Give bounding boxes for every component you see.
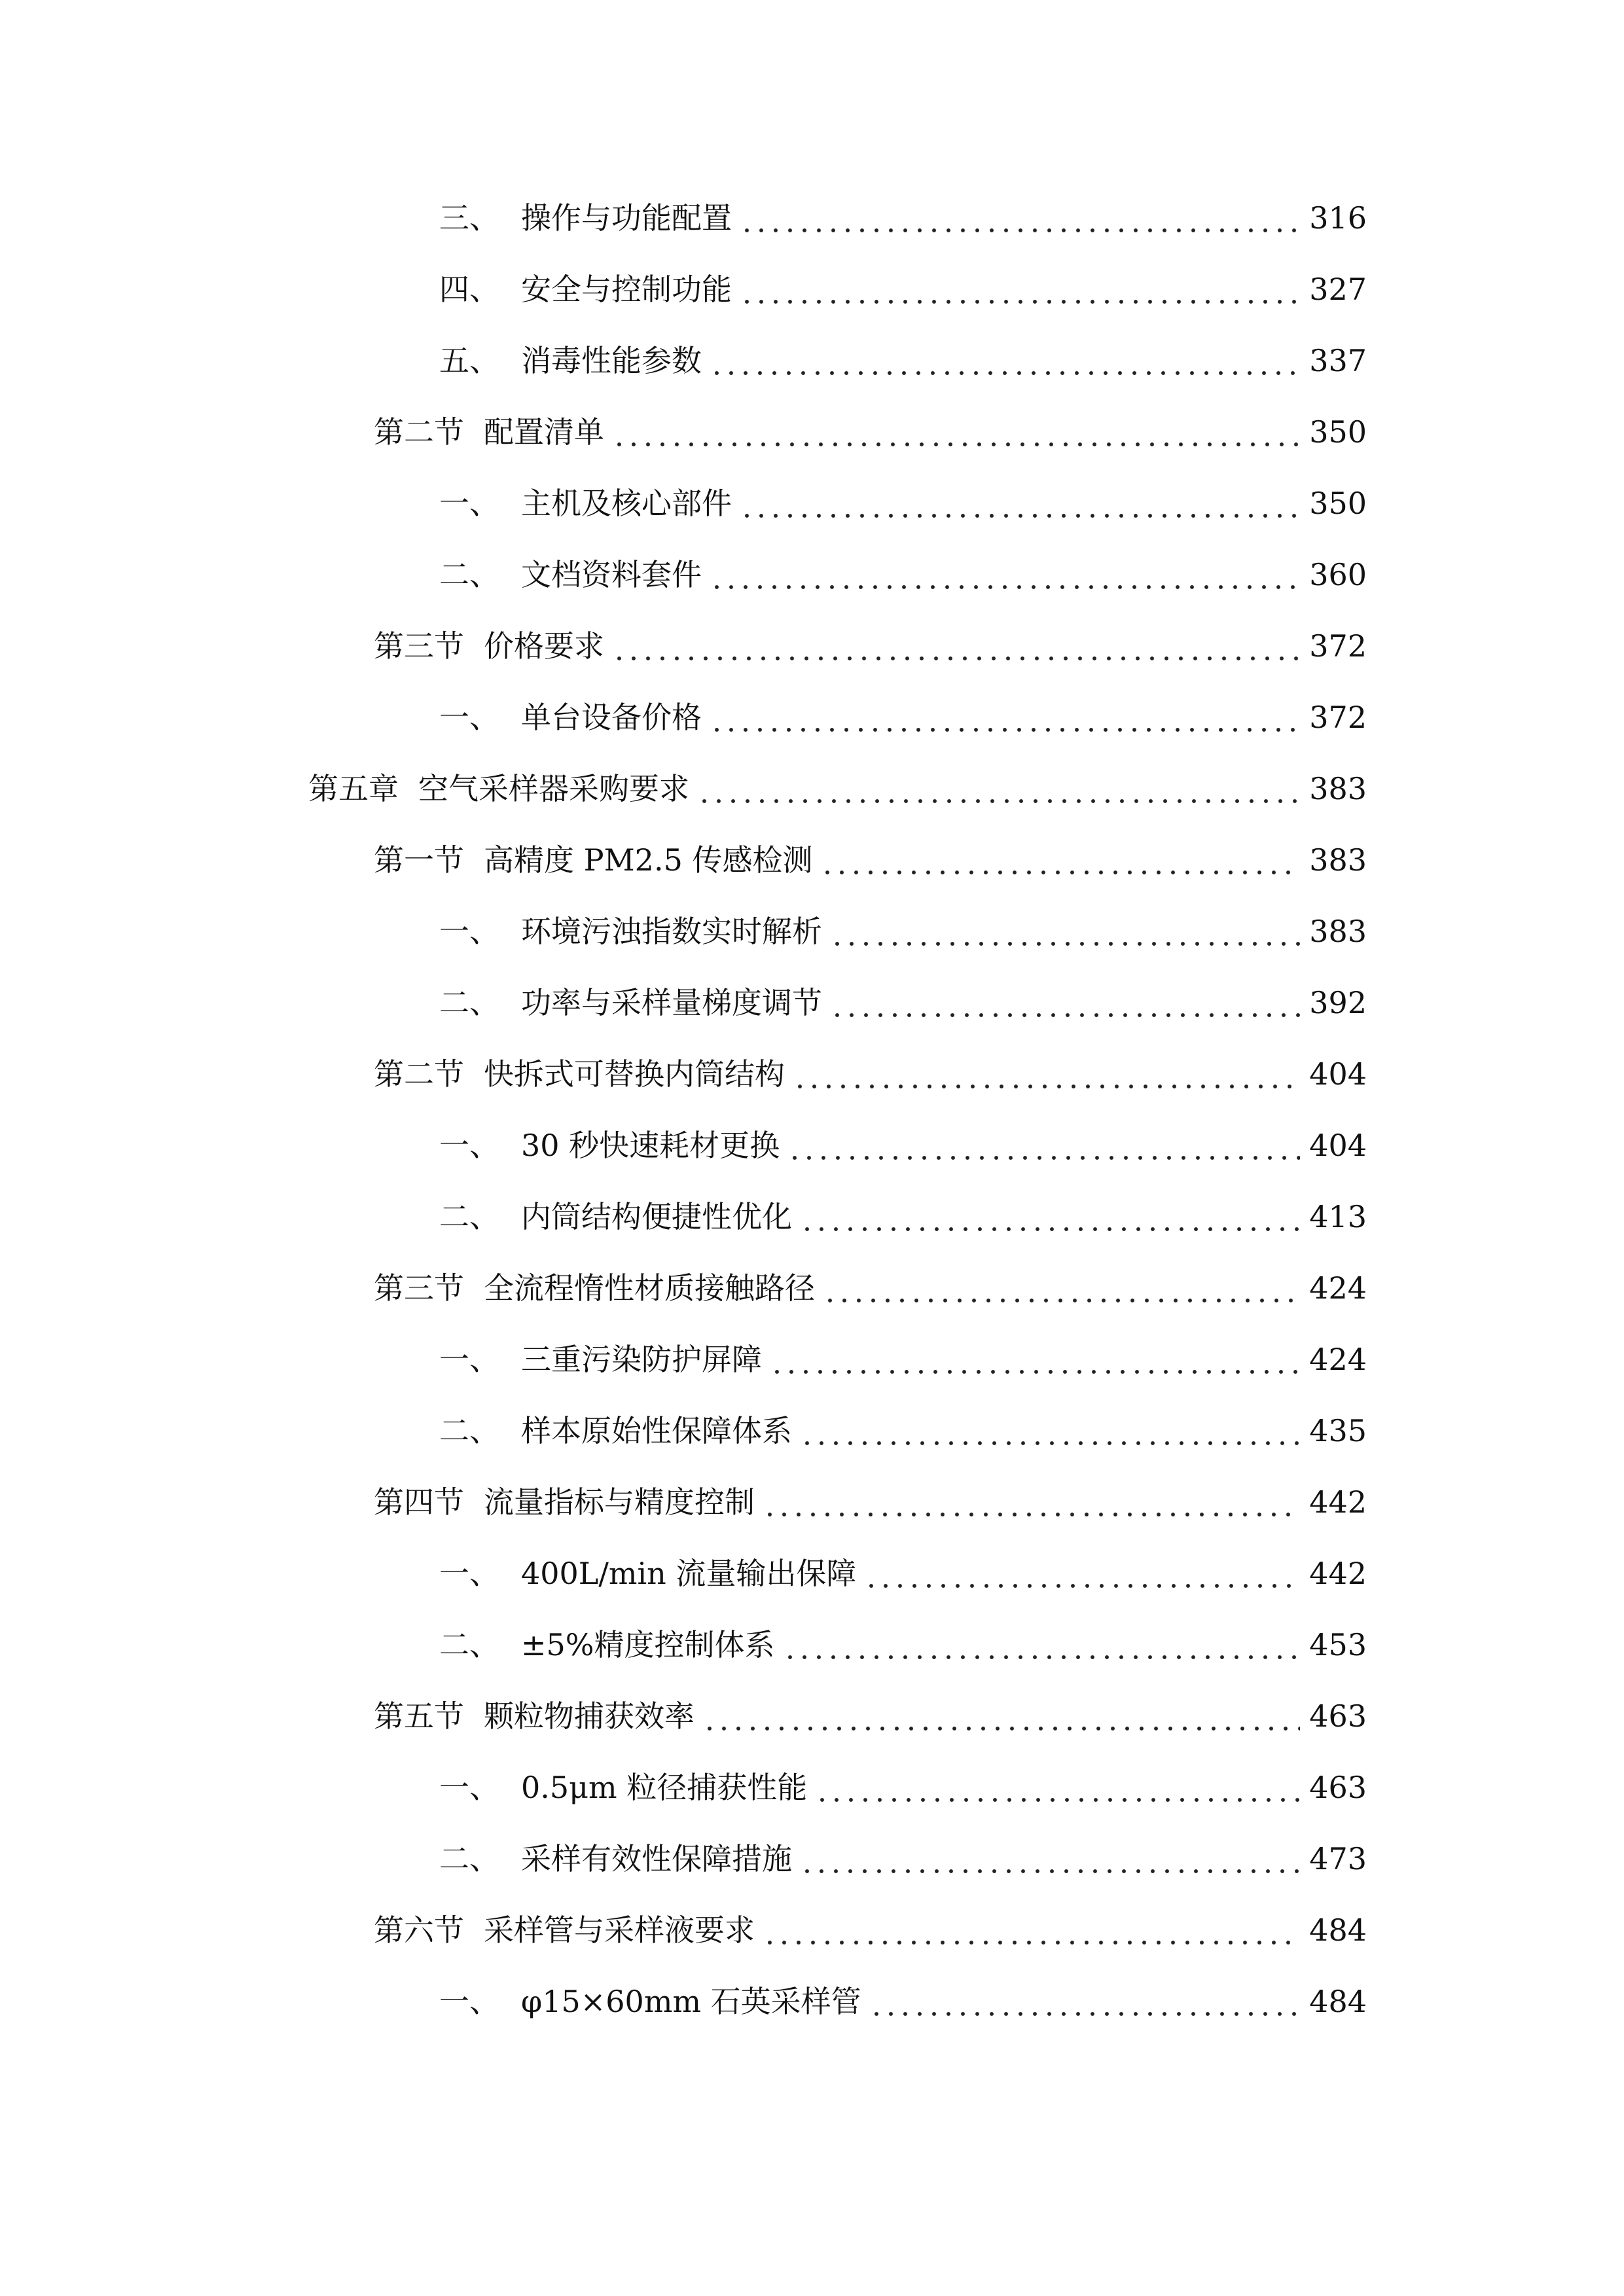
toc-entry-title: φ15×60mm 石英采样管 xyxy=(521,1984,861,2019)
toc-entry-page: 383 xyxy=(1309,771,1367,806)
toc-entry-title: 快拆式可替换内筒结构 xyxy=(484,1056,785,1092)
toc-entry[interactable] xyxy=(439,1119,1367,1172)
toc-entry-number: 第三节 xyxy=(374,628,464,664)
toc-entry-title: 颗粒物捕获效率 xyxy=(484,1698,695,1734)
toc-entry-page: 383 xyxy=(1309,842,1367,878)
toc-entry-number: 一、 xyxy=(439,1984,499,2019)
toc-entry-title: 主机及核心部件 xyxy=(521,486,732,521)
toc-entry-page: 383 xyxy=(1309,914,1367,949)
toc-entry[interactable] xyxy=(439,1761,1367,1814)
toc-entry-number: 一、 xyxy=(439,1556,499,1591)
toc-entry-page: 424 xyxy=(1309,1270,1367,1306)
toc-entry-page: 404 xyxy=(1309,1128,1367,1163)
toc-entry-title: 安全与控制功能 xyxy=(521,272,732,307)
toc-entry-page: 435 xyxy=(1309,1413,1367,1448)
toc-entry-title: 高精度 PM2.5 传感检测 xyxy=(484,842,813,878)
dot-leader xyxy=(770,1333,1300,1386)
toc-entry-title: 环境污浊指数实时解析 xyxy=(521,914,822,949)
toc-entry-number: 二、 xyxy=(439,1627,499,1662)
dot-leader xyxy=(783,1619,1301,1671)
dot-leader xyxy=(740,477,1300,529)
toc-entry-page: 453 xyxy=(1309,1627,1367,1662)
dot-leader xyxy=(710,334,1300,387)
dot-leader xyxy=(702,1690,1300,1742)
dot-leader xyxy=(612,406,1300,458)
toc-entry-number: 第二节 xyxy=(374,414,464,450)
dot-leader xyxy=(612,620,1300,672)
dot-leader xyxy=(710,548,1300,601)
toc-entry-number: 第六节 xyxy=(374,1912,464,1948)
toc-entry-page: 442 xyxy=(1309,1556,1367,1591)
toc-entry-page: 413 xyxy=(1309,1199,1367,1234)
dot-leader xyxy=(763,1904,1300,1956)
toc-entry-page: 372 xyxy=(1309,628,1367,664)
toc-entry-number: 一、 xyxy=(439,1342,499,1377)
toc-entry-number: 一、 xyxy=(439,486,499,521)
toc-entry-page: 463 xyxy=(1309,1698,1367,1734)
toc-entry[interactable] xyxy=(439,334,1367,387)
toc-entry[interactable] xyxy=(439,1975,1367,2028)
toc-entry-number: 第五节 xyxy=(374,1698,464,1734)
toc-entry-number: 第三节 xyxy=(374,1270,464,1306)
toc-entry[interactable] xyxy=(439,263,1367,315)
toc-entry-title: 内筒结构便捷性优化 xyxy=(521,1199,792,1234)
toc-entry[interactable] xyxy=(439,905,1367,958)
toc-entry-page: 350 xyxy=(1309,486,1367,521)
toc-entry-number: 一、 xyxy=(439,1770,499,1805)
toc-entry-title: 流量指标与精度控制 xyxy=(484,1484,755,1520)
toc-entry-title: 功率与采样量梯度调节 xyxy=(521,985,822,1020)
toc-entry-page: 484 xyxy=(1309,1984,1367,2019)
toc-entry[interactable] xyxy=(374,1262,1367,1314)
toc-entry-title: 采样有效性保障措施 xyxy=(521,1841,792,1876)
toc-entry-number: 二、 xyxy=(439,1199,499,1234)
dot-leader xyxy=(763,1476,1300,1528)
dot-leader xyxy=(864,1547,1300,1600)
toc-entry-number: 二、 xyxy=(439,557,499,592)
toc-entry[interactable] xyxy=(439,1619,1367,1671)
dot-leader xyxy=(800,1833,1300,1885)
toc-entry-page: 360 xyxy=(1309,557,1367,592)
toc-entry-page: 463 xyxy=(1309,1770,1367,1805)
toc-entry[interactable] xyxy=(374,834,1367,886)
toc-entry[interactable] xyxy=(439,1405,1367,1457)
toc-entry-number: 五、 xyxy=(439,343,499,378)
toc-entry-number: 一、 xyxy=(439,1128,499,1163)
toc-entry-number: 一、 xyxy=(439,914,499,949)
toc-entry-page: 442 xyxy=(1309,1484,1367,1520)
toc-entry[interactable] xyxy=(374,1690,1367,1742)
toc-entry-number: 第二节 xyxy=(374,1056,464,1092)
toc-entry[interactable] xyxy=(439,1547,1367,1600)
dot-leader xyxy=(697,762,1300,815)
toc-entry-number: 二、 xyxy=(439,985,499,1020)
toc-entry-number: 第四节 xyxy=(374,1484,464,1520)
toc-entry-page: 392 xyxy=(1309,985,1367,1020)
toc-entry-title: 价格要求 xyxy=(484,628,604,664)
toc-entry[interactable] xyxy=(439,192,1367,244)
toc-entry[interactable] xyxy=(374,1048,1367,1100)
toc-entry[interactable] xyxy=(308,762,1367,815)
dot-leader xyxy=(820,834,1300,886)
toc-entry-title: 采样管与采样液要求 xyxy=(484,1912,755,1948)
dot-leader xyxy=(787,1119,1300,1172)
toc-entry-number: 四、 xyxy=(439,272,499,307)
toc-entry-title: 400L/min 流量输出保障 xyxy=(521,1556,857,1591)
dot-leader xyxy=(793,1048,1300,1100)
toc-entry[interactable] xyxy=(374,620,1367,672)
dot-leader xyxy=(830,905,1300,958)
toc-entry[interactable] xyxy=(374,406,1367,458)
toc-entry-number: 第五章 xyxy=(308,771,399,806)
toc-entry-page: 473 xyxy=(1309,1841,1367,1876)
toc-entry[interactable] xyxy=(439,691,1367,744)
dot-leader xyxy=(869,1975,1301,2028)
dot-leader xyxy=(800,1405,1300,1457)
dot-leader xyxy=(740,263,1300,315)
dot-leader xyxy=(740,192,1300,244)
toc-entry-title: 空气采样器采购要求 xyxy=(418,771,689,806)
toc-entry[interactable] xyxy=(439,1191,1367,1243)
toc-entry-number: 三、 xyxy=(439,200,499,236)
dot-leader xyxy=(710,691,1300,744)
toc-entry[interactable] xyxy=(439,548,1367,601)
toc-entry-number: 二、 xyxy=(439,1413,499,1448)
toc-entry-page: 372 xyxy=(1309,700,1367,735)
toc-entry-title: 消毒性能参数 xyxy=(521,343,702,378)
toc-entry-page: 424 xyxy=(1309,1342,1367,1377)
toc-entry[interactable] xyxy=(439,1333,1367,1386)
toc-entry[interactable] xyxy=(374,1904,1367,1956)
dot-leader xyxy=(823,1262,1300,1314)
toc-entry[interactable] xyxy=(439,1833,1367,1885)
toc-entry-title: 0.5μm 粒径捕获性能 xyxy=(521,1770,808,1805)
toc-entry-title: 三重污染防护屏障 xyxy=(521,1342,762,1377)
toc-entry-title: 全流程惰性材质接触路径 xyxy=(484,1270,815,1306)
toc-entry-page: 337 xyxy=(1309,343,1367,378)
toc-entry-title: ±5%精度控制体系 xyxy=(521,1627,775,1662)
toc-entry-page: 316 xyxy=(1309,200,1367,236)
dot-leader xyxy=(830,977,1300,1029)
toc-entry-page: 327 xyxy=(1309,272,1367,307)
toc-entry-page: 484 xyxy=(1309,1912,1367,1948)
dot-leader xyxy=(800,1191,1300,1243)
toc-entry-title: 30 秒快速耗材更换 xyxy=(521,1128,780,1163)
toc-entry-title: 文档资料套件 xyxy=(521,557,702,592)
toc-entry-page: 404 xyxy=(1309,1056,1367,1092)
toc-entry-number: 二、 xyxy=(439,1841,499,1876)
toc-entry[interactable] xyxy=(439,977,1367,1029)
toc-entry-title: 样本原始性保障体系 xyxy=(521,1413,792,1448)
toc-entry-title: 配置清单 xyxy=(484,414,604,450)
toc-entry-title: 操作与功能配置 xyxy=(521,200,732,236)
dot-leader xyxy=(815,1761,1300,1814)
toc-entry-title: 单台设备价格 xyxy=(521,700,702,735)
toc-entry-page: 350 xyxy=(1309,414,1367,450)
toc-entry[interactable] xyxy=(374,1476,1367,1528)
toc-entry[interactable] xyxy=(439,477,1367,529)
toc-entry-number: 第一节 xyxy=(374,842,464,878)
toc-entry-number: 一、 xyxy=(439,700,499,735)
